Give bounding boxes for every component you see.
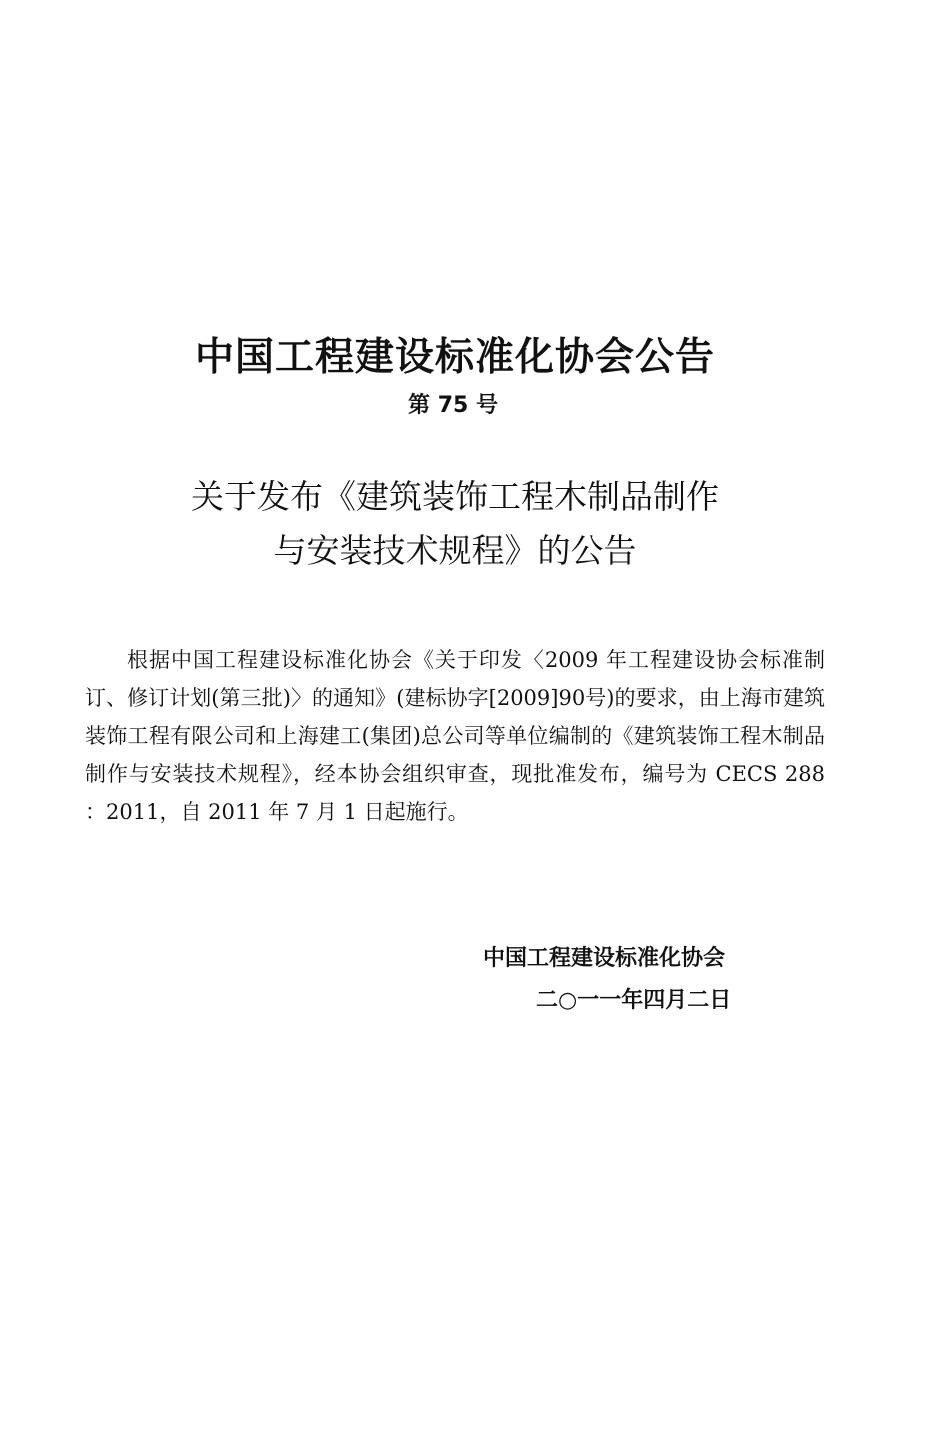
announcement-subject bbox=[0, 470, 910, 578]
issue-date: 二○一一年四月二日 bbox=[536, 988, 732, 1013]
signature-block bbox=[483, 938, 773, 1022]
announcement-body: 根据中国工程建设标准化协会《关于印发〈2009 年工程建设协会标准制订、修订计划(第三批)〉的通知》(建标协字[2009]90号)的要求，由上海市建筑装饰工程有限公司和上海建工(集团)总公司等单位编制的《建筑装饰工程木制品制作与安装技术规程》，经本协会组织审查，现批准发布，编号为 CECS 288 ：2011，自 2011 年 7 月 1 日起施行。 bbox=[85, 648, 825, 824]
announcement-title: 中国工程建设标准化协会公告 bbox=[194, 335, 715, 381]
subject-line-1: 关于发布《建筑装饰工程木制品制作 bbox=[191, 477, 719, 516]
announcement-number: 第 75 号 bbox=[408, 393, 498, 418]
issuing-organization: 中国工程建设标准化协会 bbox=[483, 946, 726, 971]
subject-line-2: 与安装技术规程》的公告 bbox=[273, 531, 637, 570]
